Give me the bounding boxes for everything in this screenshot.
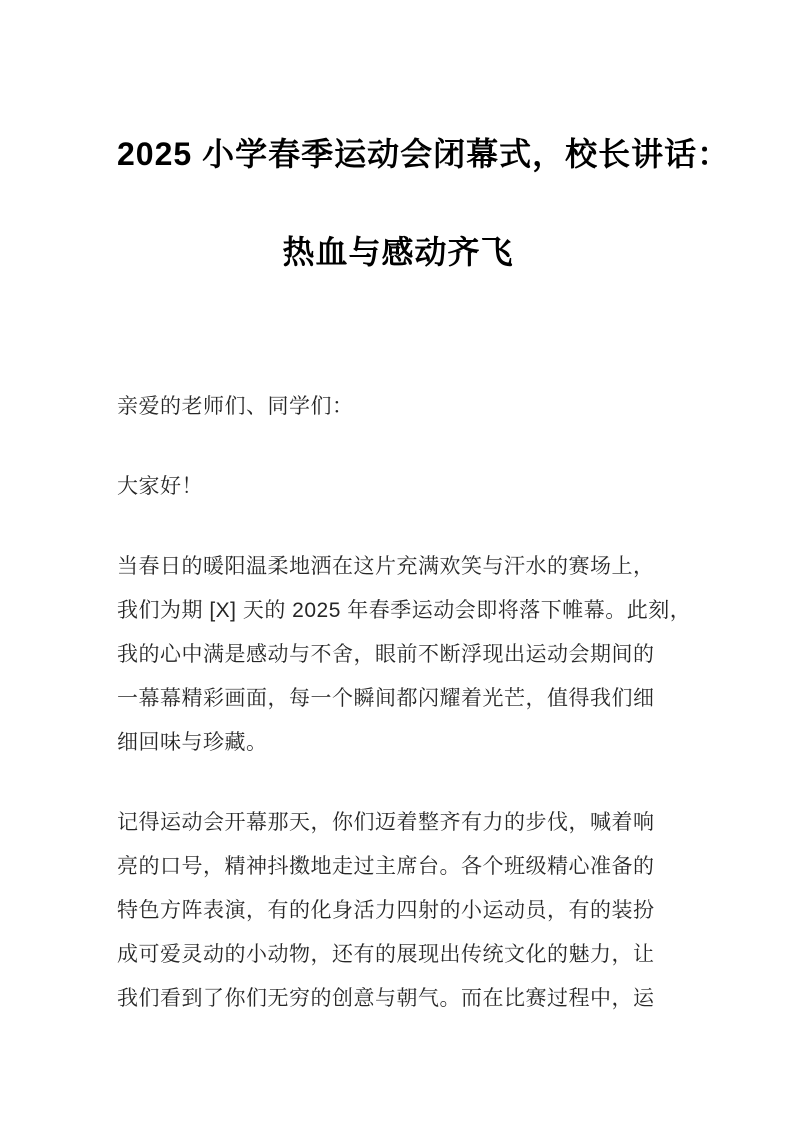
paragraph-1-line-2: 我们为期 [X] 天的 2025 年春季运动会即将落下帷幕。此刻， [117,599,692,622]
title-line-1: 2025 小学春季运动会闭幕式，校长讲话： [117,136,731,172]
greeting-line: 亲爱的老师们、同学们： [117,395,354,418]
paragraph-2 [117,801,679,1021]
paragraph-2-line-2: 亮的口号，精神抖擞地走过主席台。各个班级精心准备的 [117,855,655,878]
paragraph-2-line-3: 特色方阵表演，有的化身活力四射的小运动员，有的装扮 [117,899,655,922]
paragraph-1-line-4: 一幕幕精彩画面，每一个瞬间都闪耀着光芒，值得我们细 [117,687,655,710]
paragraph-2-line-1: 记得运动会开幕那天，你们迈着整齐有力的步伐，喊着响 [117,811,655,834]
paragraph-2-line-5: 我们看到了你们无穷的创意与朝气。而在比赛过程中，运 [117,987,655,1010]
salutation-line: 大家好！ [117,475,203,498]
document-title [117,105,731,301]
paragraph-2-line-4: 成可爱灵动的小动物，还有的展现出传统文化的魅力，让 [117,943,655,966]
paragraph-1-line-5: 细回味与珍藏。 [117,731,268,754]
paragraph-1-line-3: 我的心中满是感动与不舍，眼前不断浮现出运动会期间的 [117,643,655,666]
paragraph-1 [117,545,692,765]
paragraph-1-line-1: 当春日的暖阳温柔地洒在这片充满欢笑与汗水的赛场上， [117,555,655,578]
title-line-2: 热血与感动齐飞 [282,234,514,270]
